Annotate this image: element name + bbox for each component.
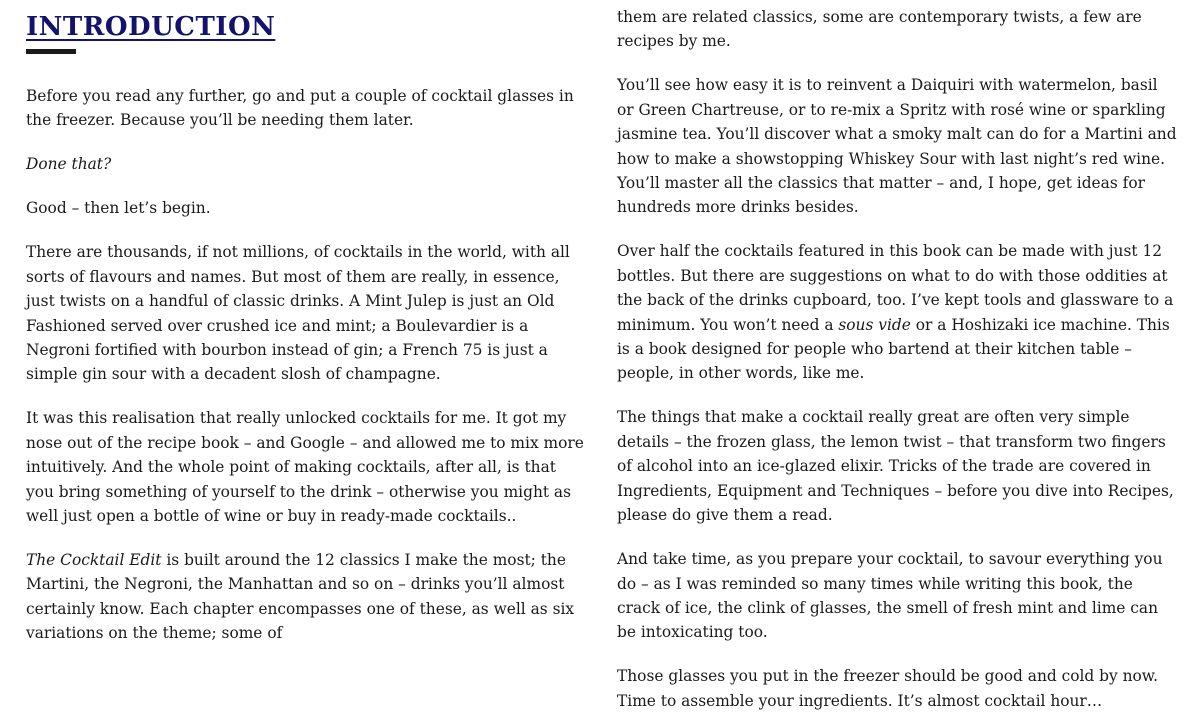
italic-sous-vide: sous vide bbox=[838, 315, 911, 334]
italic-done-that: Done that? bbox=[26, 155, 112, 174]
paragraph-begin: Good – then let’s begin. bbox=[26, 199, 211, 218]
paragraph-cocktail-edit bbox=[26, 548, 586, 646]
paragraph-thousands: There are thousands, if not millions, of cocktails in the world, with all sorts of flavours and names. But most of them are really, in essence, just twists on a handful of classic drinks. A Mint Julep is just an Old Fashioned served over crushed ice and mint; a Boulevardier is a Negroni fortified with bourbon instead of gin; a French 75 is just a simple gin sour with a decadent slosh of champagne. bbox=[26, 243, 570, 384]
book-title: The Cocktail Edit bbox=[26, 551, 162, 570]
paragraph-reinvent: You’ll see how easy it is to reinvent a Daiquiri with watermelon, basil or Green Chartreuse, or to re-mix a Spritz with rosé wine or sparkling jasmine tea. You’ll discover what a smoky malt can do for a Martini and how to make a showstopping Whiskey Sour with last night’s red wine. You’ll master all the classics that matter – and, I hope, get ideas for hundreds more drinks besides. bbox=[617, 76, 1177, 217]
heading-rule bbox=[26, 49, 76, 54]
paragraph-done-that bbox=[26, 152, 586, 176]
page-title[interactable]: INTRODUCTION bbox=[26, 12, 276, 42]
paragraph-related-classics: them are related classics, some are contemporary twists, a few are recipes by me. bbox=[617, 8, 1142, 51]
paragraph-bottles-text-a: Over half the cocktails featured in this book can be made with just 12 bottles. But there are suggestions on what to do with those oddities at the back of the drinks cupboard, too. I’ve kept tools and glassware to a minimum. You won’t need a bbox=[617, 242, 1174, 334]
paragraph-take-time: And take time, as you prepare your cocktail, to savour everything you do – as I was reminded so many times while writing this book, the crack of ice, the clink of glasses, the smell of fresh mint and lime can be intoxicating too. bbox=[617, 550, 1163, 642]
paragraph-bottles bbox=[617, 239, 1177, 385]
left-column bbox=[26, 0, 586, 646]
paragraph-freezer: Before you read any further, go and put a couple of cocktail glasses in the freezer. Because you’ll be needing them later. bbox=[26, 87, 574, 130]
right-column bbox=[617, 0, 1177, 713]
paragraph-realisation: It was this realisation that really unlocked cocktails for me. It got my nose out of the recipe book – and Google – and allowed me to mix more intuitively. And the whole point of making cocktails, after all, is that you bring something of yourself to the drink – otherwise you might as well just open a bottle of wine or buy in ready-made cocktails.. bbox=[26, 409, 584, 526]
paragraph-glasses: Those glasses you put in the freezer should be good and cold by now. Time to assemble your ingredients. It’s almost cocktail hour… bbox=[617, 667, 1159, 710]
paragraph-bottles-text-b: or a Hoshizaki ice machine. This is a book designed for people who bartend at their kitchen table – people, in other words, like me. bbox=[617, 315, 1170, 383]
paragraph-cocktail-edit-text: is built around the 12 classics I make the most; the Martini, the Negroni, the Manhattan and so on – drinks you’ll almost certainly know. Each chapter encompasses one of these, as well as six variations on the theme; some of bbox=[26, 551, 575, 643]
paragraph-details: The things that make a cocktail really great are often very simple details – the frozen glass, the lemon twist – that transform two fingers of alcohol into an ice-glazed elixir. Tricks of the trade are covered in Ingredients, Equipment and Techniques – before you dive into Recipes, please do give them a read. bbox=[617, 408, 1174, 525]
